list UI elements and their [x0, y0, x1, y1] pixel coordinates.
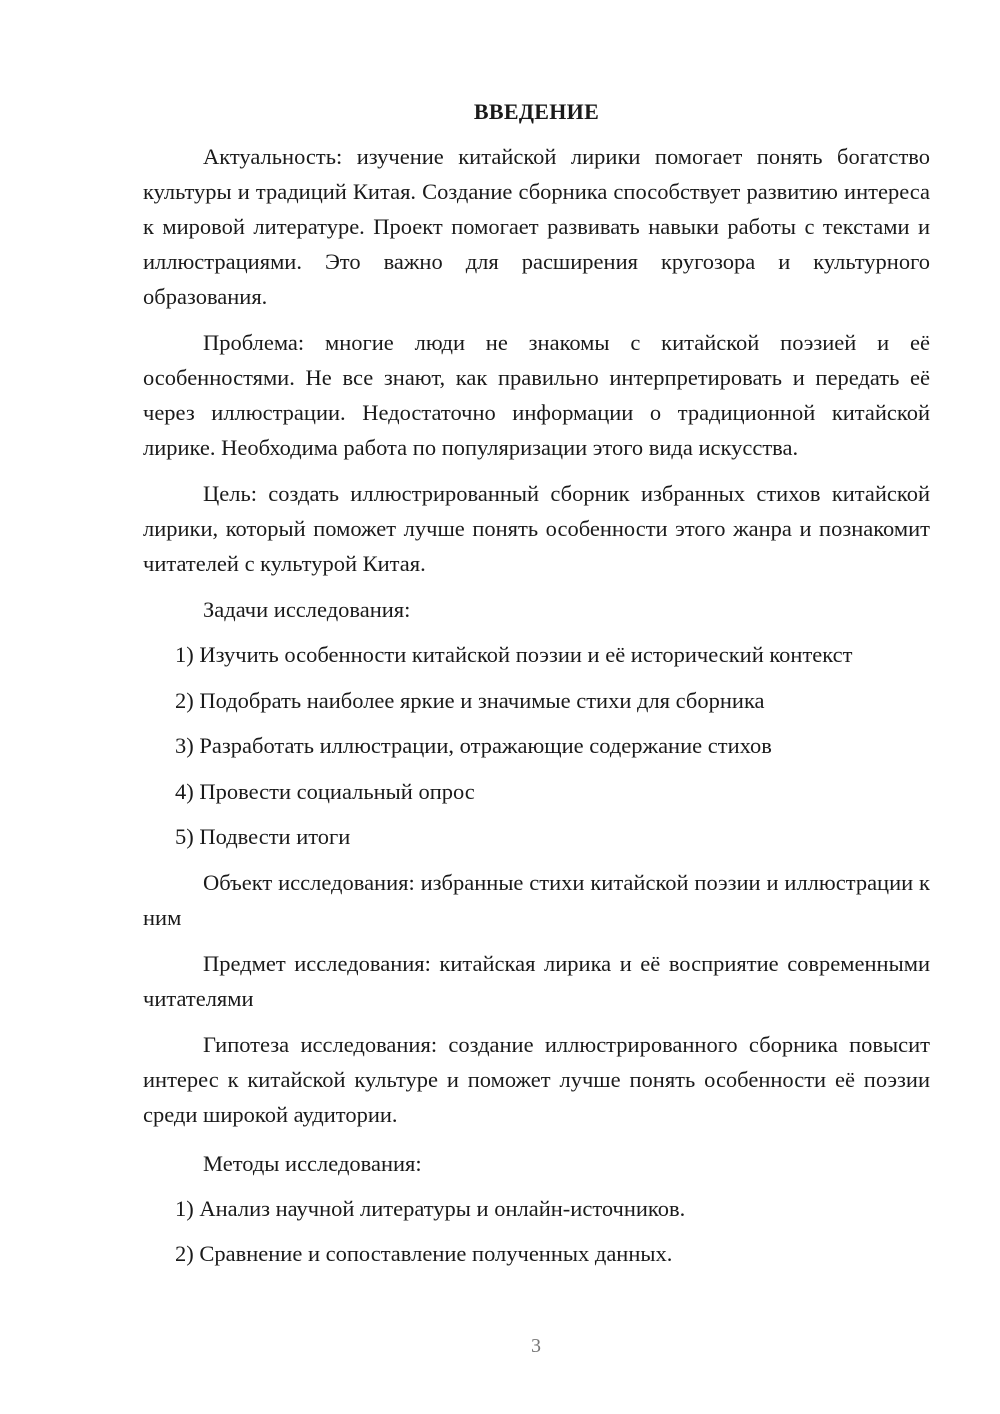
- task-item: 5) Подвести итоги: [175, 824, 351, 849]
- goal-paragraph: Цель: создать иллюстрированный сборник избранных стихов китайской лирики, который поможет лучше понять особенности этого жанра и познакомит читателей с культурой Китая.: [143, 481, 930, 576]
- object-paragraph: Объект исследования: избранные стихи китайской поэзии и иллюстрации к ним: [143, 869, 930, 930]
- tasks-heading: Задачи исследования:: [203, 597, 411, 622]
- task-item: 1) Изучить особенности китайской поэзии и её исторический контекст: [175, 642, 853, 667]
- task-item: 2) Подобрать наиболее яркие и значимые стихи для сборника: [175, 687, 765, 713]
- method-item: 1) Анализ научной литературы и онлайн-источников.: [175, 1195, 686, 1221]
- page-number: 3: [531, 1335, 541, 1357]
- method-item: 2) Сравнение и сопоставление полученных данных.: [175, 1241, 673, 1266]
- task-item: 4) Провести социальный опрос: [175, 778, 475, 804]
- subject-paragraph: Предмет исследования: китайская лирика и её восприятие современными читателями: [143, 950, 930, 1011]
- page-title: ВВЕДЕНИЕ: [473, 99, 600, 124]
- page-content: [143, 95, 930, 1282]
- relevance-paragraph: Актуальность: изучение китайской лирики помогает понять богатство культуры и традиций Китая. Создание сборника способствует развитию интереса к мировой литературе. Проект помогает развивать навыки работы с текстами и иллюстрациями. Это важно для расширения кругозора и культурного образования.: [143, 144, 930, 309]
- tasks-list: [143, 637, 930, 865]
- methods-list: [143, 1191, 930, 1282]
- hypothesis-paragraph: Гипотеза исследования: создание иллюстрированного сборника повысит интерес к китайской культуре и поможет лучше понять особенности её поэзии среди широкой аудитории.: [143, 1031, 930, 1127]
- problem-paragraph: Проблема: многие люди не знакомы с китайской поэзией и её особенностями. Не все знают, как правильно интерпретировать и передать её через иллюстрации. Недостаточно информации о традиционной китайской лирике. Необходима работа по популяризации этого вида искусства.: [143, 330, 930, 460]
- methods-heading: Методы исследования:: [203, 1150, 422, 1176]
- task-item: 3) Разработать иллюстрации, отражающие содержание стихов: [175, 733, 772, 758]
